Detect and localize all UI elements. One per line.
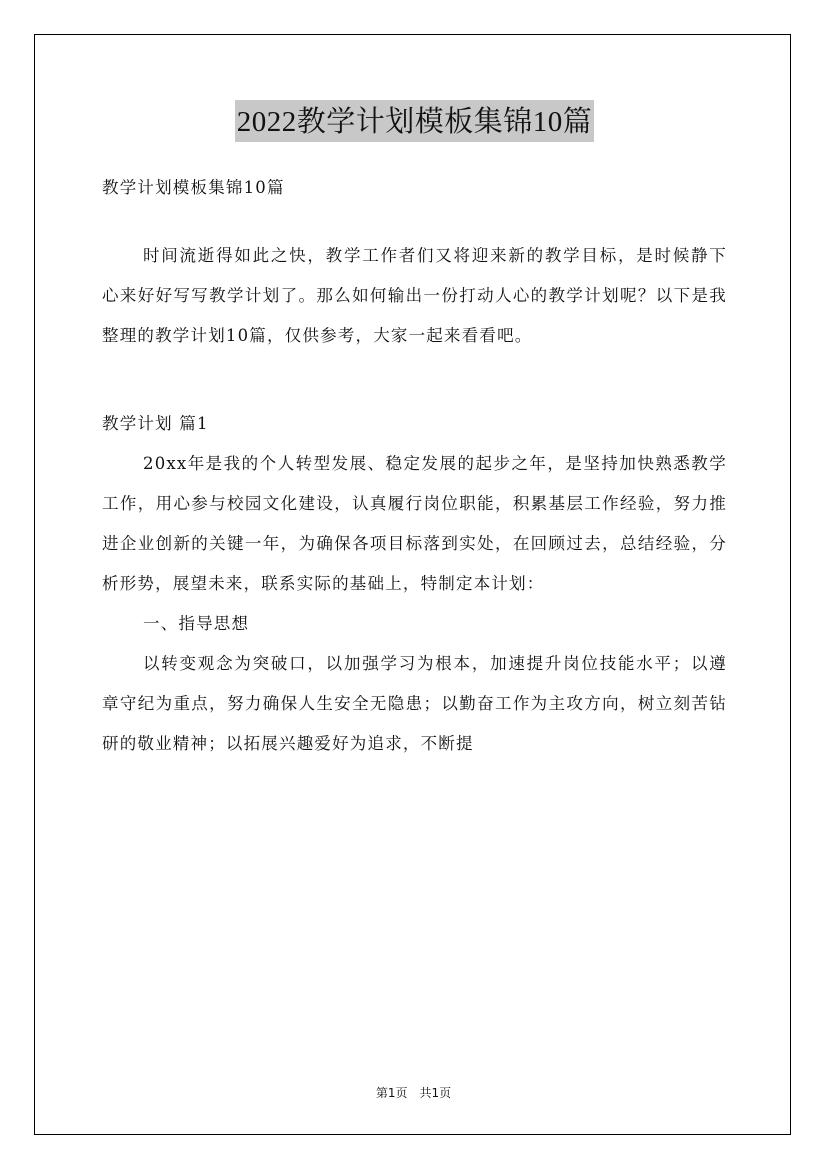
guiding-paragraph: 以转变观念为突破口，以加强学习为根本，加速提升岗位技能水平；以遵章守纪为重点，努力确保人生安全无隐患；以勤奋工作为主攻方向，树立刻苦钻研的敬业精神；以拓展兴趣爱好为追求，不断提 <box>102 654 727 753</box>
title-block <box>102 100 727 146</box>
spacer <box>102 356 727 380</box>
section-paragraph: 20xx年是我的个人转型发展、稳定发展的起步之年，是坚持加快熟悉教学工作，用心参与校园文化建设，认真履行岗位职能，积累基层工作经验，努力推进企业创新的关键一年，为确保各项目标落到实处，在回顾过去，总结经验，分析形势，展望未来，联系实际的基础上，特制定本计划： <box>102 454 727 593</box>
intro-paragraph: 时间流逝得如此之快，教学工作者们又将迎来新的教学目标，是时候静下心来好好写写教学计划了。那么如何输出一份打动人心的教学计划呢？以下是我整理的教学计划10篇，仅供参考，大家一起来看看吧。 <box>102 246 727 345</box>
spacer <box>102 380 727 404</box>
page-footer: 第1页 共1页 <box>375 1086 452 1100</box>
guiding-heading: 一、指导思想 <box>143 614 250 633</box>
document-subtitle: 教学计划模板集锦10篇 <box>102 178 285 197</box>
document-body <box>102 100 727 764</box>
document-title: 2022教学计划模板集锦10篇 <box>235 100 595 142</box>
section-heading: 教学计划 篇1 <box>102 414 209 433</box>
